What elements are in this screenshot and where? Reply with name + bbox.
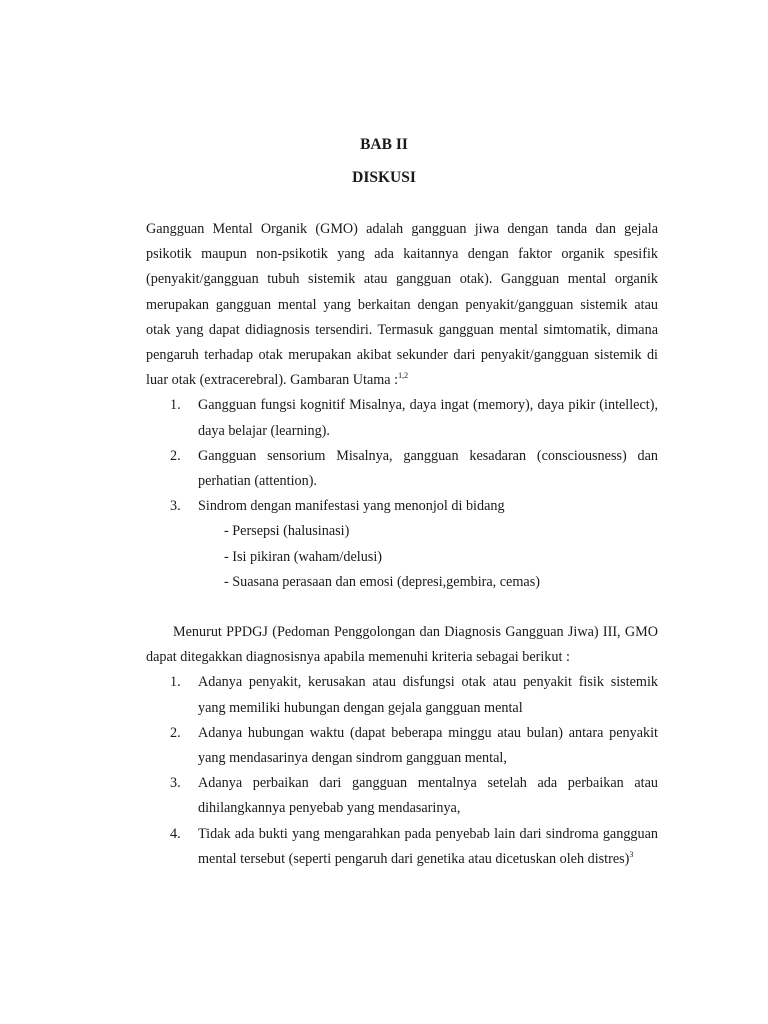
sub-features-list — [146, 519, 658, 595]
list-number: 3. — [170, 498, 181, 515]
list-number: 2. — [170, 447, 181, 464]
list-text: Sindrom dengan manifestasi yang menonjol di bidang — [198, 498, 505, 515]
list-text: Tidak ada bukti yang mengarahkan pada penyebab lain dari sindroma gangguan mental tersebut (seperti pengaruh dari genetika atau dicetuskan oleh distres) — [198, 825, 658, 867]
list-number: 3. — [170, 775, 181, 792]
criteria-paragraph: Menurut PPDGJ (Pedoman Penggolongan dan Diagnosis Gangguan Jiwa) III, GMO dapat ditegakkan diagnosisnya apabila memenuhi kriteria sebagai berikut : — [146, 624, 658, 666]
intro-text: Gangguan Mental Organik (GMO) adalah gangguan jiwa dengan tanda dan gejala psikotik maupun non-psikotik yang ada kaitannya dengan faktor organik spesifik (penyakit/gangguan tubuh sistemik atau gangguan otak). Gangguan mental organik merupakan gangguan mental yang berkaitan dengan penyakit/gangguan sistemik atau otak yang dapat didiagnosis tersendiri. Termasuk gangguan mental simtomatik, dimana pengaruh terhadap otak merupakan akibat sekunder dari penyakit/gangguan sistemik di luar otak (extracerebral). Gambaran Utama : — [146, 221, 658, 389]
chapter-subtitle: DISKUSI — [352, 169, 416, 186]
sub-list-item: - Persepsi (halusinasi) — [224, 523, 350, 540]
list-item — [146, 771, 658, 821]
sub-list-item: - Suasana perasaan dan emosi (depresi,gembira, cemas) — [224, 573, 540, 590]
list-text: Adanya hubungan waktu (dapat beberapa minggu atau bulan) antara penyakit yang mendasarinya dengan sindrom gangguan mental, — [198, 724, 658, 767]
sub-list-item: - Isi pikiran (waham/delusi) — [224, 548, 382, 565]
list-item — [146, 721, 658, 771]
features-list — [146, 393, 658, 519]
list-text: Adanya perbaikan dari gangguan mentalnya setelah ada perbaikan atau dihilangkannya penyebab yang mendasarinya, — [198, 775, 658, 817]
list-text: Gangguan fungsi kognitif Misalnya, daya ingat (memory), daya pikir (intellect), daya belajar (learning). — [198, 397, 658, 439]
criteria-section — [146, 620, 658, 872]
list-item — [146, 444, 658, 494]
chapter-title: BAB II — [360, 136, 408, 153]
intro-reference: 1,2 — [398, 371, 409, 381]
list-item — [146, 393, 658, 443]
list-item — [146, 670, 658, 720]
criteria-reference: 3 — [629, 849, 634, 859]
list-number: 4. — [170, 825, 181, 842]
list-number: 1. — [170, 397, 181, 414]
list-number: 1. — [170, 674, 181, 691]
list-item — [146, 494, 658, 519]
criteria-list — [146, 670, 658, 872]
list-text: Gangguan sensorium Misalnya, gangguan kesadaran (consciousness) dan perhatian (attention). — [198, 447, 658, 490]
list-item — [146, 822, 658, 872]
intro-paragraph — [146, 217, 658, 393]
list-number: 2. — [170, 724, 181, 741]
list-text: Adanya penyakit, kerusakan atau disfungsi otak atau penyakit fisik sistemik yang memiliki hubungan dengan gejala gangguan mental — [198, 674, 658, 716]
intro-section — [146, 217, 658, 595]
